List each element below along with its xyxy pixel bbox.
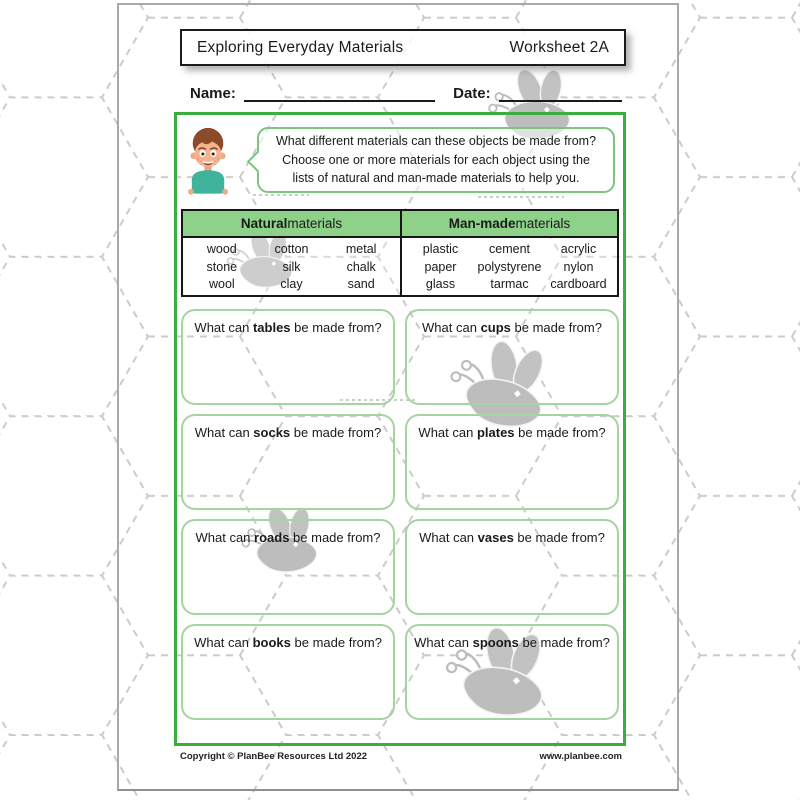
question-suffix: be made from? bbox=[514, 425, 606, 440]
question-object: tables bbox=[252, 320, 291, 335]
natural-heading-rest: materials bbox=[287, 216, 343, 231]
material-item: clay bbox=[280, 276, 303, 291]
answer-box-cups[interactable] bbox=[405, 309, 619, 405]
material-item: silk bbox=[282, 259, 301, 274]
answer-box-socks[interactable] bbox=[181, 414, 395, 510]
micro-watermark bbox=[340, 399, 418, 401]
question-prefix: What can bbox=[418, 425, 477, 440]
question-suffix: be made from? bbox=[290, 320, 382, 335]
answer-box-roads[interactable] bbox=[181, 519, 395, 615]
material-item: polystyrene bbox=[477, 259, 542, 274]
material-item: chalk bbox=[346, 259, 376, 274]
question-suffix: be made from? bbox=[290, 425, 382, 440]
question-object: spoons bbox=[472, 635, 519, 650]
micro-watermark bbox=[478, 196, 564, 198]
material-item: cardboard bbox=[550, 276, 607, 291]
worksheet-header bbox=[180, 29, 626, 66]
material-item: glass bbox=[425, 276, 456, 291]
name-date-row bbox=[190, 85, 622, 102]
material-item: plastic bbox=[422, 242, 459, 257]
copyright-text: Copyright © PlanBee Resources Ltd 2022 bbox=[180, 751, 368, 762]
instructions-text: What different materials can these objects be made from? Choose one or more materials for each object using the lists of natural and man-made materials to help you. bbox=[275, 133, 597, 186]
question-suffix: be made from? bbox=[290, 635, 382, 650]
name-label: Name: bbox=[190, 85, 236, 102]
natural-materials-column bbox=[183, 211, 400, 295]
material-item: tarmac bbox=[490, 276, 529, 291]
manmade-materials-column bbox=[400, 211, 617, 295]
boy-avatar-icon bbox=[181, 123, 235, 203]
question-prefix: What can bbox=[195, 530, 255, 545]
question-suffix: be made from? bbox=[510, 320, 602, 335]
main-frame bbox=[174, 112, 626, 746]
question-suffix: be made from? bbox=[513, 530, 605, 545]
question-object: cups bbox=[480, 320, 511, 335]
question-prefix: What can bbox=[194, 320, 253, 335]
manmade-materials-list bbox=[402, 238, 617, 295]
page-title: Exploring Everyday Materials bbox=[197, 38, 404, 56]
answer-box-plates[interactable] bbox=[405, 414, 619, 510]
boy-avatar bbox=[181, 123, 235, 203]
material-item: sand bbox=[347, 276, 375, 291]
question-object: books bbox=[252, 635, 291, 650]
natural-heading-bold: Natural bbox=[240, 216, 288, 231]
question-suffix: be made from? bbox=[289, 530, 381, 545]
question-object: roads bbox=[254, 530, 290, 545]
manmade-heading-bold: Man-made bbox=[448, 216, 516, 231]
question-prefix: What can bbox=[194, 635, 253, 650]
question-prefix: What can bbox=[422, 320, 481, 335]
worksheet-number: Worksheet 2A bbox=[509, 38, 609, 56]
material-item: wool bbox=[208, 276, 235, 291]
manmade-materials-header bbox=[402, 211, 617, 238]
date-label: Date: bbox=[453, 85, 491, 102]
question-prefix: What can bbox=[414, 635, 473, 650]
micro-watermark bbox=[253, 194, 309, 196]
natural-materials-header bbox=[183, 211, 400, 238]
material-item: paper bbox=[424, 259, 457, 274]
material-item: metal bbox=[345, 242, 377, 257]
material-item: acrylic bbox=[560, 242, 597, 257]
natural-materials-list bbox=[183, 238, 400, 295]
material-item: stone bbox=[206, 259, 238, 274]
material-item: cement bbox=[489, 242, 530, 257]
page-footer bbox=[180, 751, 622, 762]
instructions-speech-bubble bbox=[257, 127, 615, 193]
name-write-line[interactable] bbox=[244, 85, 435, 102]
question-suffix: be made from? bbox=[518, 635, 610, 650]
answer-box-tables[interactable] bbox=[181, 309, 395, 405]
question-object: vases bbox=[477, 530, 514, 545]
website-link[interactable]: www.planbee.com bbox=[539, 751, 622, 762]
material-item: nylon bbox=[563, 259, 594, 274]
date-write-line[interactable] bbox=[499, 85, 622, 102]
answer-box-spoons[interactable] bbox=[405, 624, 619, 720]
question-grid bbox=[181, 309, 619, 720]
materials-table bbox=[181, 209, 619, 297]
material-item: cotton bbox=[274, 242, 309, 257]
question-object: socks bbox=[253, 425, 291, 440]
question-prefix: What can bbox=[194, 425, 254, 440]
question-object: plates bbox=[476, 425, 515, 440]
material-item: wood bbox=[206, 242, 237, 257]
answer-box-books[interactable] bbox=[181, 624, 395, 720]
question-prefix: What can bbox=[419, 530, 478, 545]
manmade-heading-rest: materials bbox=[515, 216, 571, 231]
answer-box-vases[interactable] bbox=[405, 519, 619, 615]
